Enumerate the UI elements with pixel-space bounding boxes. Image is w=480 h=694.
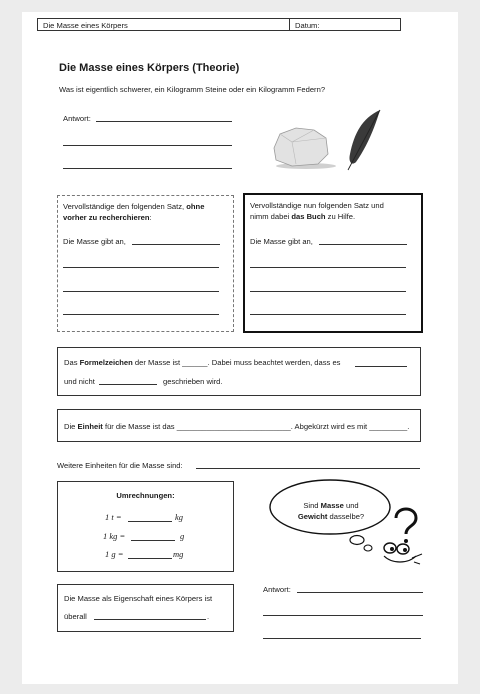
fill-line[interactable] — [355, 366, 407, 367]
page-title: Die Masse eines Körpers (Theorie) — [59, 62, 240, 74]
fill-line[interactable] — [99, 384, 157, 385]
feather-icon — [348, 110, 380, 170]
fill-line[interactable] — [94, 619, 206, 620]
fill-line[interactable] — [196, 468, 420, 469]
thought-bubble — [262, 478, 432, 573]
fill-line[interactable] — [128, 521, 172, 522]
fill-line[interactable] — [250, 314, 406, 315]
header-date-label: Datum: — [295, 21, 320, 30]
answer-line[interactable] — [297, 592, 423, 593]
answer-line[interactable] — [63, 168, 232, 169]
sentence-start: Die Masse gibt an, — [250, 237, 313, 246]
unit-box: Die Einheit für die Masse ist das ___________________________. Abgekürzt wird es mit _________. — [57, 409, 421, 442]
sentence-start: Die Masse gibt an, — [63, 237, 126, 246]
intro-question: Was ist eigentlich schwerer, ein Kilogramm Steine oder ein Kilogramm Federn? — [59, 85, 326, 94]
conversions-title: Umrechnungen: — [116, 491, 175, 500]
eyes-icon — [384, 543, 422, 564]
box-without-research: Vervollständige den folgenden Satz, ohne vorher zu recherchieren: Die Masse gibt an, — [57, 195, 234, 332]
fill-line[interactable] — [250, 291, 406, 292]
fill-line[interactable] — [132, 244, 220, 245]
answer-line[interactable] — [96, 121, 232, 122]
fill-line[interactable] — [250, 267, 406, 268]
header-bar — [37, 18, 401, 31]
answer-line[interactable] — [263, 638, 421, 639]
answer2-label: Antwort: — [263, 585, 291, 594]
conversions-box: Umrechnungen: 1 t = kg 1 kg = g 1 g = mg — [57, 481, 234, 572]
answer-label: Antwort: — [63, 114, 91, 123]
more-units-label: Weitere Einheiten für die Masse sind: — [57, 461, 183, 470]
fill-line[interactable] — [63, 291, 219, 292]
stone-feather-illustration — [262, 108, 382, 178]
fill-line[interactable] — [128, 558, 172, 559]
fill-line[interactable] — [131, 540, 175, 541]
header-title: Die Masse eines Körpers — [43, 21, 128, 30]
property-box: Die Masse als Eigenschaft eines Körpers ist überall . — [57, 584, 234, 632]
fill-line[interactable] — [319, 244, 407, 245]
bubble-text: Sind Masse und Gewicht dasselbe? — [297, 501, 365, 521]
fill-line[interactable] — [63, 314, 219, 315]
answer-line[interactable] — [63, 145, 232, 146]
box-with-book: Vervollständige nun folgenden Satz und nimm dabei das Buch zu Hilfe. Die Masse gibt an, — [243, 193, 423, 333]
fill-line[interactable] — [63, 267, 219, 268]
question-mark-icon — [396, 509, 416, 543]
formula-symbol-box: Das Formelzeichen der Masse ist ______. Dabei muss beachtet werden, dass es und nicht geschrieben wird. — [57, 347, 421, 396]
answer-line[interactable] — [263, 615, 423, 616]
stone-icon — [274, 128, 336, 169]
